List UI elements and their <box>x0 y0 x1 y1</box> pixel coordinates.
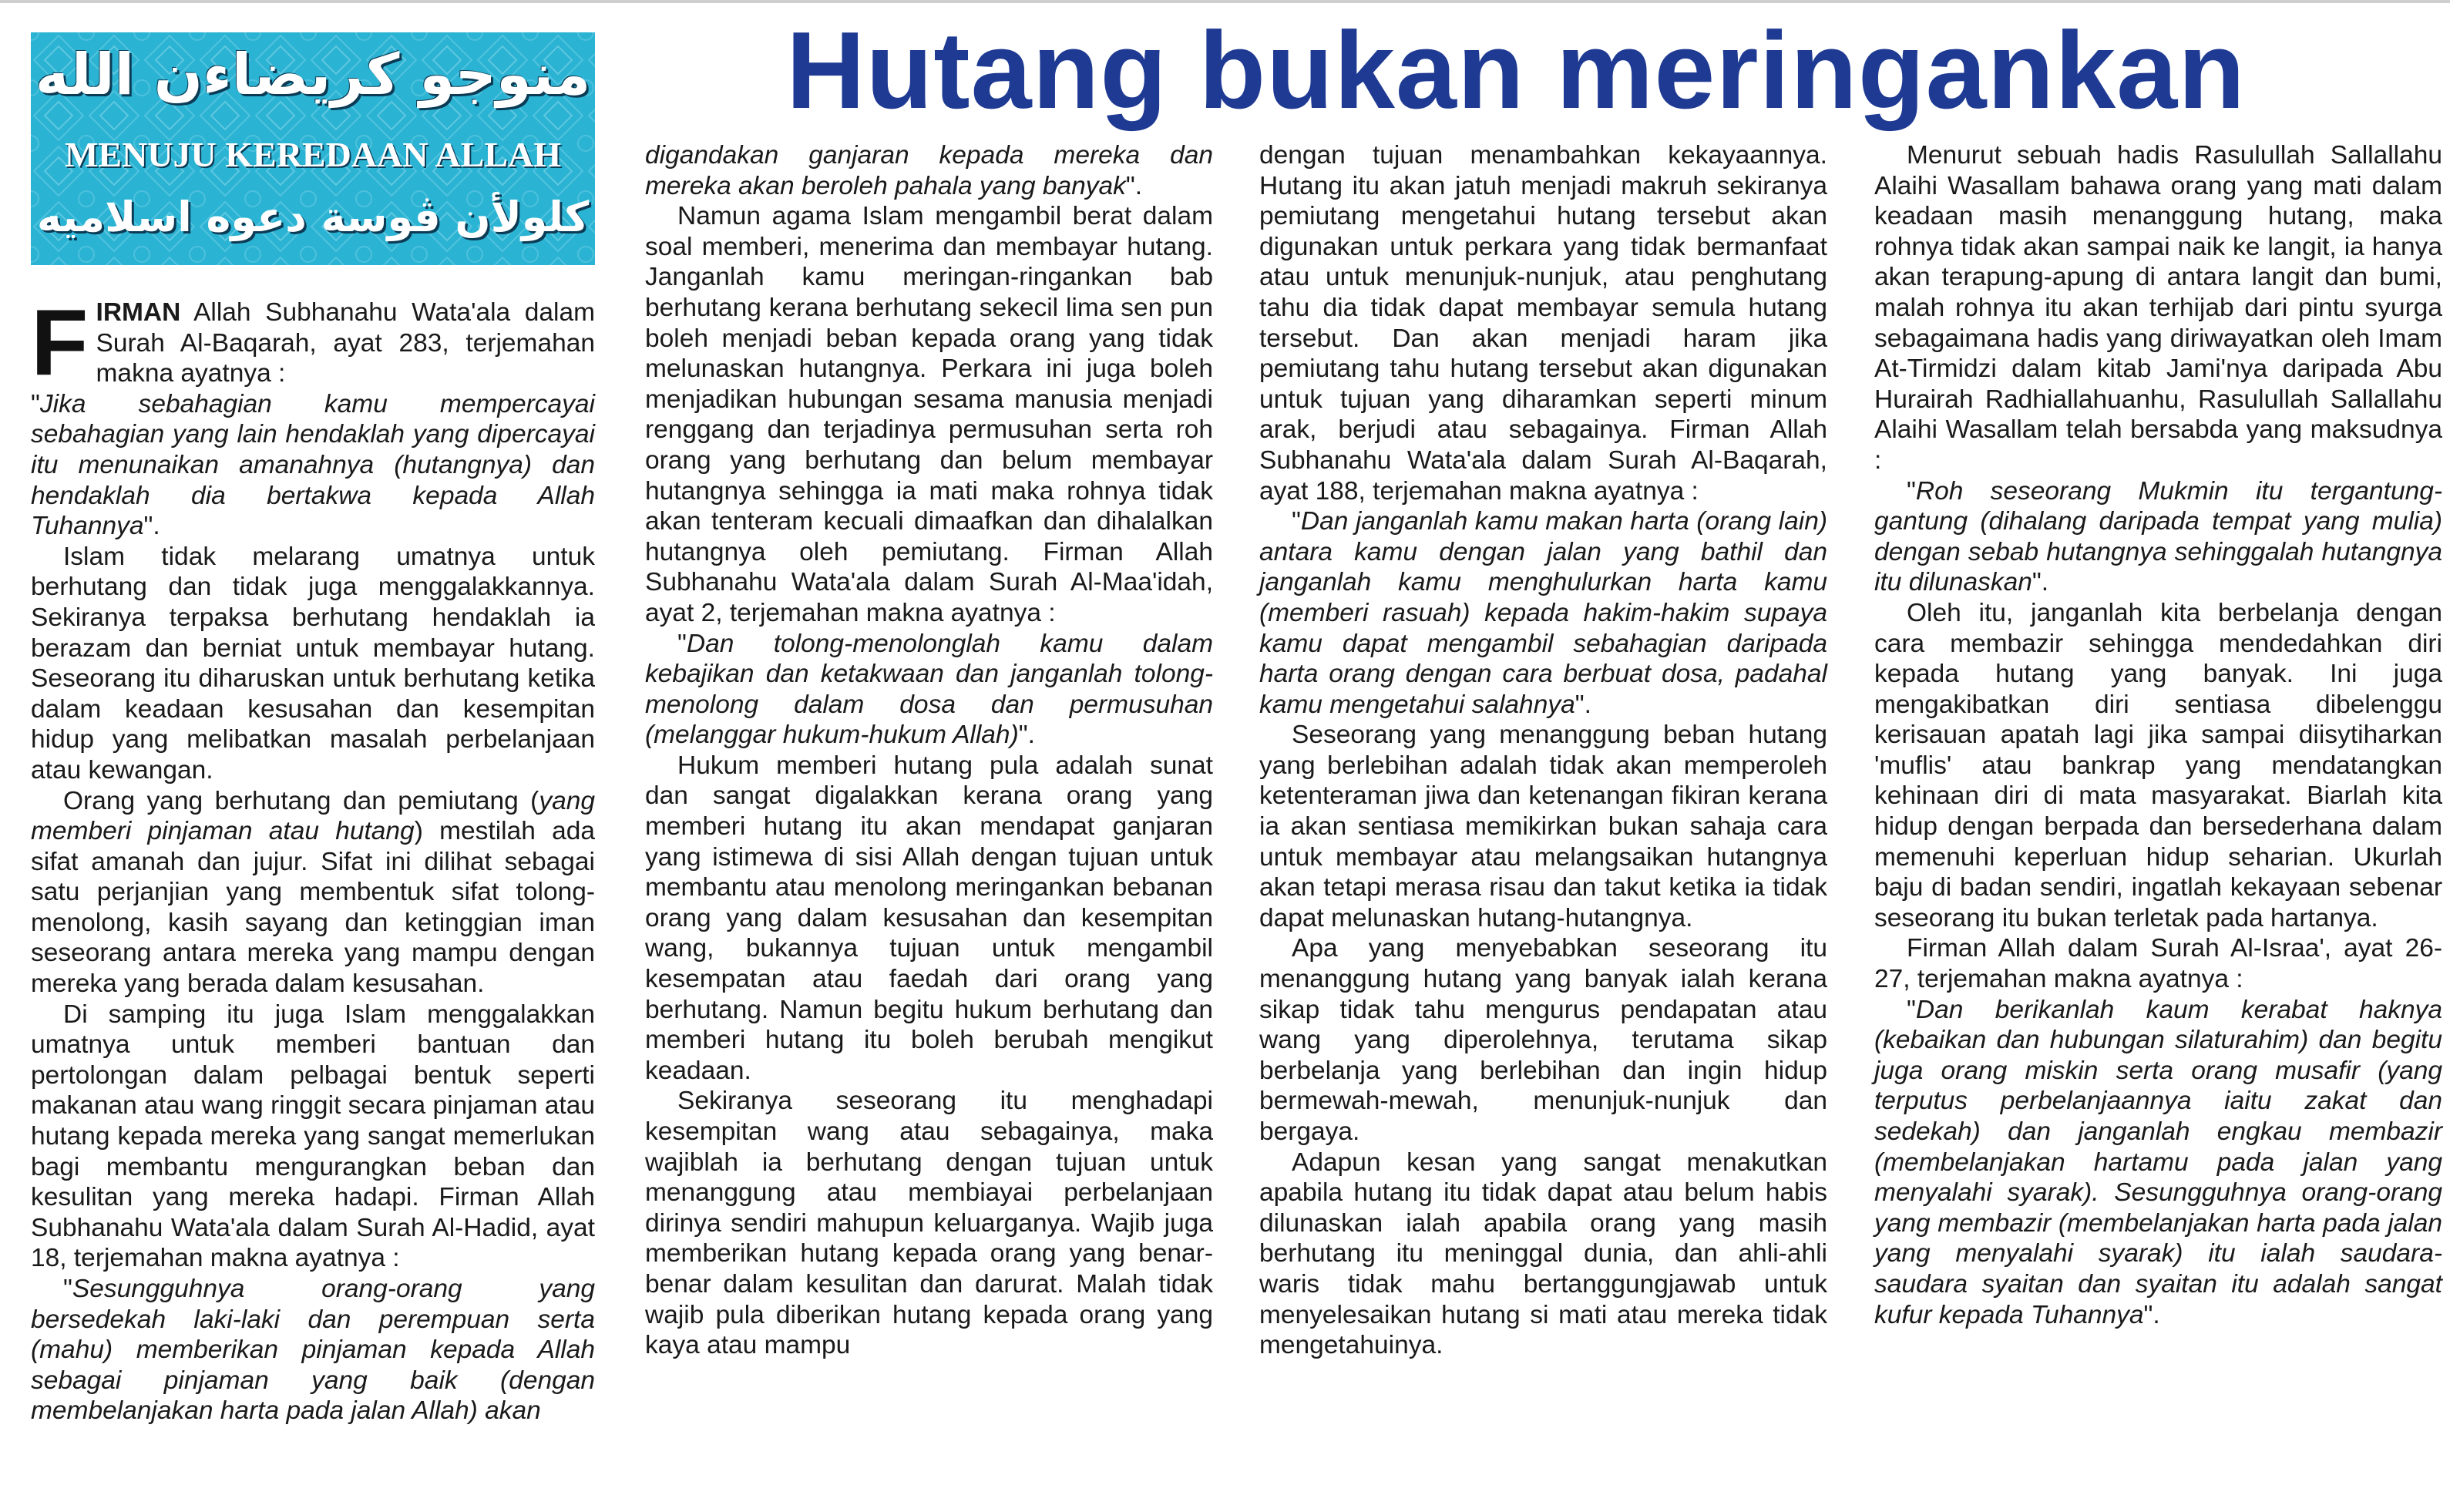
top-rule <box>0 0 2450 3</box>
article-paragraph <box>31 786 595 1000</box>
banner-rumi-title: MENUJU KEREDAAN ALLAH <box>64 135 562 174</box>
body-text: Menurut sebuah hadis Rasulullah Sallallahu Alaihi Wasallam bahawa orang yang mati dalam keadaan masih menanggung hutang, maka rohnya tidak akan sampai naik ke langit, ia hanya akan terapung-apung di antara langit dan bumi, malah rohnya itu akan terhijab dari pintu syurga sebagaimana hadis yang diriwayatkan oleh Imam At-Tirmidzi dalam kitab Jami'nya daripada Abu Hurairah Radhiallahuanhu, Rasulullah Sallallahu Alaihi Wasallam telah bersabda yang maksudnya : <box>1874 141 2442 475</box>
body-text: Islam tidak melarang umatnya untuk berhutang dan tidak juga menggalakkannya. Sekiranya terpaksa berhutang hendaklah ia berazam dan berniat untuk membayar hutang. Seseorang itu diharuskan untuk berhutang ketika dalam keadaan kesusahan dan kesempitan hidup yang melibatkan masalah perbelanjaan atau kewangan. <box>31 542 595 785</box>
body-text: Sekiranya seseorang itu menghadapi kesempitan wang atau sebagainya, maka wajiblah ia berhutang dengan tujuan untuk menanggung atau membiayai perbelanjaan dirinya sendiri mahupun keluarganya. Wajib juga memberikan hutang kepada orang yang benar-benar dalam kesulitan dan darurat. Malah tidak wajib pula diberikan hutang kepada orang yang kaya atau mampu <box>645 1087 1213 1360</box>
body-text: ". <box>143 512 160 541</box>
body-text: " <box>31 389 40 418</box>
banner-jawi-title: منوجو كريضاءن الله <box>35 42 591 108</box>
body-text: " <box>63 1275 72 1303</box>
article-paragraph <box>1259 506 1827 720</box>
banner-jawi-subtitle: كلولأن ڤوسة دعوه اسلاميه <box>36 193 590 241</box>
quoted-verse-text: Sesungguhnya orang-orang yang bersedekah laki-laki dan perempuan serta (mahu) memberikan pinjaman kepada Allah sebagai pinjaman yang baik (dengan membelanjakan harta pada jalan Allah) akan <box>31 1275 595 1426</box>
article-paragraph <box>645 629 1213 751</box>
body-text: Namun agama Islam mengambil berat dalam soal memberi, menerima dan membayar hutang. Janganlah kamu meringan-ringankan bab berhutang kerana berhutang sekecil lima sen pun boleh menjadi beban kepada orang yang tidak melunaskan hutangnya. Perkara ini juga boleh menjadikan hubungan sesama manusia menjadi renggang dan terjadinya permusuhan serta roh orang yang berhutang dan belum membayar hutangnya sehingga ia mati maka rohnya tidak akan tenteram kecuali dimaafkan dan dihalalkan hutangnya oleh pemiutang. Firman Allah Subhanahu Wata'ala dalam Surah Al-Maa'idah, ayat 2, terjemahan makna ayatnya : <box>645 202 1213 627</box>
article-paragraph <box>1874 140 2442 476</box>
article-paragraph <box>1259 1147 1827 1361</box>
quoted-verse-text: digandakan ganjaran kepada mereka dan mereka akan beroleh pahala yang banyak <box>645 141 1213 200</box>
body-text: " <box>1292 507 1301 536</box>
article-paragraph <box>1874 476 2442 598</box>
article-column-4 <box>1874 140 2442 1330</box>
body-text: " <box>677 629 687 658</box>
body-text: " <box>1907 476 1916 506</box>
article-paragraph <box>645 751 1213 1087</box>
quoted-verse-text: Jika sebahagian kamu mempercayai sebahagian yang lain hendaklah yang dipercayai itu menunaikan amanahnya (hutangnya) dan hendaklah dia bertakwa kepada Allah Tuhannya <box>31 389 595 541</box>
article-paragraph <box>1259 140 1827 506</box>
article-paragraph <box>31 1000 595 1274</box>
body-text: Orang yang berhutang dan pemiutang ( <box>63 786 539 815</box>
quoted-verse-text: Roh seseorang Mukmin itu tergantung-gantung (dihalang daripada tempat yang mulia) dengan sebab hutangnya sehinggalah hutangnya itu dilunaskan <box>1874 476 2442 597</box>
body-text: Di samping itu juga Islam menggalakkan umatnya untuk memberi bantuan dan pertolongan dalam pelbagai bentuk seperti makanan atau wang ringgit secara pinjaman atau hutang kepada mereka yang sangat memerlukan bagi membantu mengurangkan beban dan kesulitan yang mereka hadapi. Firman Allah Subhanahu Wata'ala dalam Surah Al-Hadid, ayat 18, terjemahan makna ayatnya : <box>31 1000 595 1273</box>
quoted-verse-text: Dan berikanlah kaum kerabat haknya (kebaikan dan hubungan silaturahim) dan begitu juga orang miskin serta orang musafir (yang terputus perbelanjaannya iaitu zakat dan sedekah) dan janganlah engkau membazir (membelanjakan hartamu pada jalan yang menyalahi syarak). Sesungguhnya orang-orang yang membazir (membelanjakan harta pada jalan yang menyalahi syarak) itu ialah saudara-saudara syaitan dan syaitan itu adalah sangat kufur kepada Tuhannya <box>1874 995 2442 1329</box>
body-text: ". <box>1575 690 1591 719</box>
body-text: ". <box>2143 1300 2160 1329</box>
article-column-2 <box>645 140 1213 1361</box>
article-paragraph <box>1874 995 2442 1331</box>
article-paragraph <box>31 290 595 395</box>
drop-cap: F <box>31 290 89 395</box>
body-text: Allah Subhanahu Wata'ala dalam Surah Al-Baqarah, ayat 283, terjemahan makna ayatnya : <box>96 298 595 388</box>
article-paragraph <box>1259 720 1827 933</box>
article-paragraph <box>645 201 1213 628</box>
body-text: Apa yang menyebabkan seseorang itu menanggung hutang yang banyak ialah kerana sikap tidak tahu mengurus pendapatan atau wang yang diperolehnya, terutama sikap berbelanja yang berlebihan dan ingin hidup bermewah-mewah, menunjuk-nunjuk dan bergaya. <box>1259 934 1827 1146</box>
body-text: Firman Allah dalam Surah Al-Israa', ayat 26-27, terjemahan makna ayatnya : <box>1874 934 2442 994</box>
article-paragraph <box>645 1086 1213 1360</box>
quoted-verse-text: yang memberi pinjaman atau hutang <box>31 786 595 846</box>
article-paragraph <box>1874 598 2442 934</box>
body-text: Oleh itu, janganlah kita berbelanja dengan cara membazir sehingga mendedahkan diri kepada hutang yang banyak. Ini juga mengakibatkan diri sentiasa dibelenggu kerisauan apatah lagi jika sampai diisytiharkan 'muflis' atau bankrap yang mendatangkan kehinaan diri di mata masyarakat. Biarlah kita hidup dengan berpada dan bersederhana dalam memenuhi keperluan hidup seharian. Ukurlah baju di badan sendiri, ingatlah kekayaan sebenar seseorang itu bukan terletak pada hartanya. <box>1874 598 2442 932</box>
quoted-verse-text: Dan tolong-menolonglah kamu dalam kebajikan dan ketakwaan dan janganlah tolong-menolong dalam dosa dan permusuhan (melanggar hukum-hukum Allah) <box>645 629 1213 750</box>
article-paragraph <box>1874 933 2442 994</box>
body-text: dengan tujuan menambahkan kekayaannya. Hutang itu akan jatuh menjadi makruh sekiranya pemiutang mengetahui hutang tersebut akan digunakan untuk perkara yang tidak bermanfaat atau untuk menunjuk-nunjuk, atau penghutang tahu dia tidak dapat membayar semula hutang tersebut. Dan akan menjadi haram jika pemiutang tahu hutang tersebut akan digunakan untuk tujuan yang diharamkan seperti minum arak, berjudi atau sebagainya. Firman Allah Subhanahu Wata'ala dalam Surah Al-Baqarah, ayat 188, terjemahan makna ayatnya : <box>1259 141 1827 506</box>
body-text: ". <box>1018 721 1035 750</box>
article-paragraph <box>1259 933 1827 1147</box>
article-paragraph <box>645 140 1213 201</box>
lead-word: IRMAN <box>96 298 181 327</box>
article-headline: Hutang bukan meringankan <box>786 9 2246 132</box>
body-text: ". <box>1125 171 1143 200</box>
column-banner <box>31 32 595 265</box>
body-text: ) mestilah ada sifat amanah dan jujur. Sifat ini dilihat sebagai satu perjanjian yang membentuk sifat tolong-menolong, kasih sayang dan ketinggian iman seseorang antara mereka yang mampu dengan mereka yang berada dalam kesusahan. <box>31 817 595 999</box>
article-column-3 <box>1259 140 1827 1361</box>
article-column-1 <box>31 290 595 1426</box>
body-text: ". <box>2032 568 2049 597</box>
article-paragraph <box>31 542 595 786</box>
article-paragraph <box>31 389 595 542</box>
body-text: Seseorang yang menanggung beban hutang yang berlebihan adalah tidak akan memperoleh ketenteraman jiwa dan ketenangan fikiran kerana ia akan sentiasa memikirkan bukan sahaja cara untuk membayar atau melangsaikan hutangnya akan tetapi merasa risau dan takut ketika ia tidak dapat melunaskan hutang-hutangnya. <box>1259 721 1827 932</box>
article-paragraph <box>31 1274 595 1426</box>
quoted-verse-text: Dan janganlah kamu makan harta (orang lain) antara kamu dengan jalan yang bathil dan janganlah kamu menghulurkan harta kamu (memberi rasuah) kepada hakim-hakim supaya kamu dapat mengambil sebahagian daripada harta orang dengan cara berbuat dosa, padahal kamu mengetahui salahnya <box>1259 507 1827 719</box>
body-text: " <box>1907 995 1916 1024</box>
body-text: Hukum memberi hutang pula adalah sunat dan sangat digalakkan kerana orang yang memberi hutang itu akan mendapat ganjaran yang istimewa di sisi Allah dengan tujuan untuk membantu atau menolong meringankan bebanan orang yang dalam kesusahan dan kesempitan wang, bukannya tujuan untuk mengambil kesempatan atau faedah dari orang yang berhutang. Namun begitu hukum berhutang dan memberi hutang itu boleh berubah mengikut keadaan. <box>645 751 1213 1085</box>
body-text: Adapun kesan yang sangat menakutkan apabila hutang itu tidak dapat atau belum habis dilunaskan ialah apabila orang yang masih berhutang itu meninggal dunia, dan ahli-ahli waris tidak mahu bertanggungjawab untuk menyelesaikan hutang si mati atau mereka tidak mengetahuinya. <box>1259 1147 1827 1360</box>
